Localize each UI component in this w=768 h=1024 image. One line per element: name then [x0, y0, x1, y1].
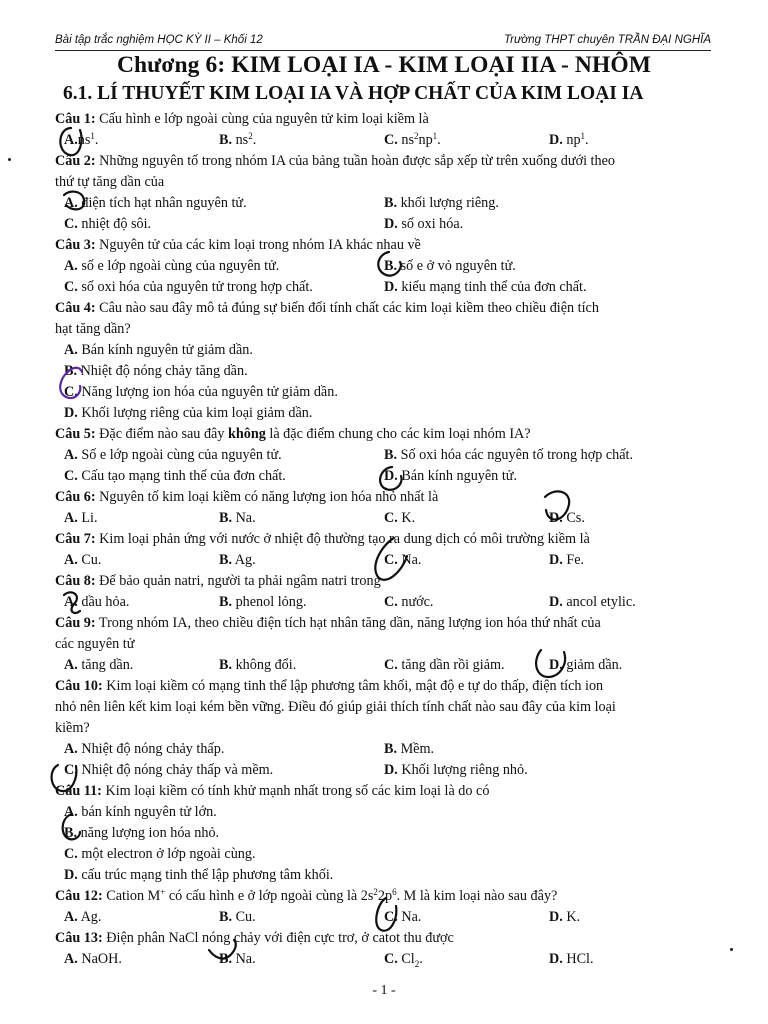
- option-b: B. khối lượng riêng.: [384, 195, 499, 211]
- option-a: A. Nhiệt độ nóng chảy thấp.: [64, 741, 225, 757]
- option-b: B. Cu.: [219, 909, 256, 925]
- option-b: B. Số oxi hóa các nguyên tố trong hợp chất.: [384, 447, 634, 463]
- question-1: Câu 1: Cấu hình e lớp ngoài cùng của nguyên tử kim loại kiềm là: [55, 111, 429, 127]
- option-a: $A.ns^1$.: [64, 131, 99, 148]
- question-3: Câu 3: Nguyên tử của các kim loại trong nhóm IA khác nhau về: [55, 237, 421, 253]
- question-9: Câu 9: Trong nhóm IA, theo chiều điện tích hạt nhân tăng dần, năng lượng ion hóa thứ nhất của: [55, 615, 601, 631]
- option-c: C. một electron ở lớp ngoài cùng.: [64, 846, 256, 862]
- option-d: D. số oxi hóa.: [384, 216, 464, 232]
- question-7: Câu 7: Kim loại phản ứng với nước ở nhiệt độ thường tạo ra dung dịch có môi trường kiềm là: [55, 531, 590, 547]
- option-c: C. $ns^2np^1$.: [384, 131, 441, 148]
- option-d: D. Khối lượng riêng nhỏ.: [384, 762, 528, 778]
- question-8-options: [55, 592, 715, 613]
- header-right-text: Trường THPT chuyên TRẦN ĐẠI NGHĨA: [503, 34, 711, 46]
- question-7-options: [55, 550, 715, 571]
- option-a: A. Cu.: [64, 552, 102, 568]
- question-8: Câu 8: Để bảo quản natri, người ta phải ngâm natri trong: [55, 573, 381, 589]
- option-c: C. $Cl_2$.: [384, 951, 423, 969]
- option-d: D. K.: [549, 909, 581, 925]
- option-c: C. Năng lượng ion hóa của nguyên tử giảm dần.: [64, 384, 338, 400]
- header-left-text: Bài tập trắc nghiệm HỌC KỲ II – Khối 12: [55, 34, 263, 46]
- question-12-options: [55, 907, 715, 928]
- option-d: D. cấu trúc mạng tinh thể lập phương tâm khối.: [64, 867, 334, 883]
- option-d: D. $np^1$.: [549, 131, 589, 148]
- question-2: Câu 2: Những nguyên tố trong nhóm IA của bảng tuần hoàn được sắp xếp từ trên xuống dưới theo: [55, 153, 615, 169]
- option-d: D. Cs.: [549, 510, 585, 526]
- page-header: [55, 34, 711, 51]
- option-c: C. Nhiệt độ nóng chảy thấp và mềm.: [64, 762, 274, 778]
- option-b: B. số e ở vỏ nguyên tử.: [384, 258, 516, 274]
- option-d: D. Bán kính nguyên tử.: [384, 468, 518, 484]
- option-a: A. bán kính nguyên tử lớn.: [64, 804, 217, 820]
- question-3-options: [55, 256, 715, 277]
- option-a: A. Số e lớp ngoài cùng của nguyên tử.: [64, 447, 282, 463]
- option-c: C. K.: [384, 510, 416, 526]
- option-b: B. phenol lỏng.: [219, 594, 307, 610]
- option-c: C. số oxi hóa của nguyên tử trong hợp chất.: [64, 279, 313, 295]
- option-d: D. giảm dần.: [549, 657, 623, 673]
- option-d: D. ancol etylic.: [549, 594, 636, 610]
- option-a: A. tăng dần.: [64, 657, 134, 673]
- option-b: B. năng lượng ion hóa nhỏ.: [64, 825, 220, 841]
- option-a: A. NaOH.: [64, 951, 122, 967]
- section-title: 6.1. LÍ THUYẾT KIM LOẠI IA VÀ HỢP CHẤT CỦA KIM LOẠI IA: [63, 83, 644, 104]
- option-c: C. nước.: [384, 594, 434, 610]
- option-c: C. Na.: [384, 909, 422, 925]
- question-2-options: [55, 193, 715, 214]
- question-12: Câu 12: Cation M+ có cấu hình e ở lớp ngoài cùng là $2s^22p^6$. M là kim loại nào sau đây?: [55, 887, 558, 904]
- option-c: C. Na.: [384, 552, 422, 568]
- question-10: Câu 10: Kim loại kiềm có mạng tinh thể lập phương tâm khối, mật độ e tự do thấp, điện tích ion: [55, 678, 604, 694]
- question-5-options: [55, 445, 715, 466]
- question-1-options: [55, 130, 715, 151]
- page-number: - 1 -: [372, 983, 396, 998]
- option-a: A. Ag.: [64, 909, 102, 925]
- option-a: A. dầu hỏa.: [64, 594, 130, 610]
- question-13: Câu 13: Điện phân NaCl nóng chảy với điện cực trơ, ở catot thu được: [55, 930, 454, 946]
- option-b: B. Ag.: [219, 552, 256, 568]
- option-b: B. $ns^2$.: [219, 131, 257, 148]
- question-11: Câu 11: Kim loại kiềm có tính khử mạnh nhất trong số các kim loại là do có: [55, 783, 490, 799]
- speck-mark: [730, 948, 733, 951]
- option-b: B. không đổi.: [219, 657, 297, 673]
- option-a: A. điện tích hạt nhân nguyên tử.: [64, 195, 247, 211]
- speck-mark: [8, 158, 11, 161]
- question-10-options: [55, 739, 715, 760]
- option-d: D. Khối lượng riêng của kim loại giảm dần.: [64, 405, 313, 421]
- option-c: C. nhiệt độ sôi.: [64, 216, 152, 232]
- question-6-options: [55, 508, 715, 529]
- option-d: D. kiểu mạng tinh thể của đơn chất.: [384, 279, 587, 295]
- option-c: C. Cấu tạo mạng tinh thể của đơn chất.: [64, 468, 286, 484]
- option-b: B. Na.: [219, 510, 256, 526]
- option-c: C. tăng dần rồi giảm.: [384, 657, 505, 673]
- question-13-options: [55, 949, 715, 970]
- chapter-title: Chương 6: KIM LOẠI IA - KIM LOẠI IIA - NHÔM: [116, 52, 652, 78]
- question-4: Câu 4: Câu nào sau đây mô tả đúng sự biến đổi tính chất các kim loại kiềm theo chiều điện tích: [55, 300, 599, 316]
- question-6: Câu 6: Nguyên tố kim loại kiềm có năng lượng ion hóa nhỏ nhất là: [55, 489, 439, 505]
- question-5: Câu 5: Đặc điểm nào sau đây không là đặc điểm chung cho các kim loại nhóm IA?: [55, 426, 531, 442]
- question-list: Câu 1: Cấu hình e lớp ngoài cùng của nguyên tử kim loại kiềm là $A.ns^1$. B. $ns^2$. C. $ns^2np^1$. D. $np^1$. Câu 2: Những nguyên tố trong nhóm IA của bảng tuần hoàn được sắp xếp từ trên xuống dưới theo thứ tự tăng dần của A. điện tích hạt nhân nguyên tử. B. khối lượng riêng. C. nhiệt độ sôi. D. số oxi hóa. Câu 3: Nguyên tử của các kim loại trong nhóm IA khác nhau về A. số e lớp ngoài cùng của nguyên tử. B. số e ở vỏ nguyên tử. C. số oxi hóa của nguyên tử trong hợp chất. D. kiểu mạng tinh thể của đơn chất. Câu 4: Câu nào sau đây mô tả đúng sự biến đổi tính chất các kim loại kiềm theo chiều điện tích hạt tăng dần? A. Bán kính nguyên tử giảm dần. B. Nhiệt độ nóng chảy tăng dần. C. Năng lượng ion hóa của nguyên tử giảm dần. D. Khối lượng riêng của kim loại giảm dần. Câu 5: Đặc điểm nào sau đây không là đặc điểm chung cho các kim loại nhóm IA? A. Số e lớp ngoài cùng của nguyên tử. B. Số oxi hóa các nguyên tố trong hợp chất. C. Cấu tạo mạng tinh thể của đơn chất. D. Bán kính nguyên tử. Câu 6: Nguyên tố kim loại kiềm có năng lượng ion hóa nhỏ nhất là A. Li. B. Na. C. K. D. Cs. Câu 7: Kim loại phản ứng với nước ở nhiệt độ thường tạo ra dung dịch có môi trường kiềm là A. Cu. B. Ag. C. Na. D. Fe. Câu 8: Để bảo quản natri, người ta phải ngâm natri trong A. dầu hỏa. B. phenol lỏng. C. nước. D. ancol etylic. Câu 9: Trong nhóm IA, theo chiều điện tích hạt nhân tăng dần, năng lượng ion hóa thứ nhất của các nguyên tử A. tăng dần. B. không đổi. C. tăng dần rồi giảm. D. giảm dần. Câu 10: Kim loại kiềm có mạng tinh thể lập phương tâm khối, mật độ e tự do thấp, điện tích ion nhỏ nên liên kết kim loại kém bền vững. Điều đó giúp giải thích tính chất nào sau đây của kim loại kiềm? A. Nhiệt độ nóng chảy thấp. B. Mềm. C. Nhiệt độ nóng chảy thấp và mềm. D. Khối lượng riêng nhỏ. Câu 11: Kim loại kiềm có tính khử mạnh nhất trong số các kim loại là do có A. bán kính nguyên tử lớn. B. năng lượng ion hóa nhỏ. C. một electron ở lớp ngoài cùng. D. cấu trúc mạng tinh thể lập phương tâm khối. Câu 12: Cation M+ có cấu hình e ở lớp ngoài cùng là $2s^22p^6$. M là kim loại nào sau đây? A. Ag. B. Cu. C. Na. D. K. Câu 13: Điện phân NaCl nóng chảy với điện cực trơ, ở catot thu được A. NaOH. B. Na. C. $Cl_2$. D. HCl.: [55, 109, 715, 970]
- option-a: A. Bán kính nguyên tử giảm dần.: [64, 342, 253, 358]
- question-9-options: [55, 655, 715, 676]
- option-b: B. Nhiệt độ nóng chảy tăng dần.: [64, 363, 248, 379]
- option-b: B. Mềm.: [384, 741, 435, 757]
- option-d: D. Fe.: [549, 552, 585, 568]
- option-a: A. Li.: [64, 510, 98, 526]
- option-b: B. Na.: [219, 951, 256, 967]
- option-d: D. HCl.: [549, 951, 594, 967]
- option-a: A. số e lớp ngoài cùng của nguyên tử.: [64, 258, 280, 274]
